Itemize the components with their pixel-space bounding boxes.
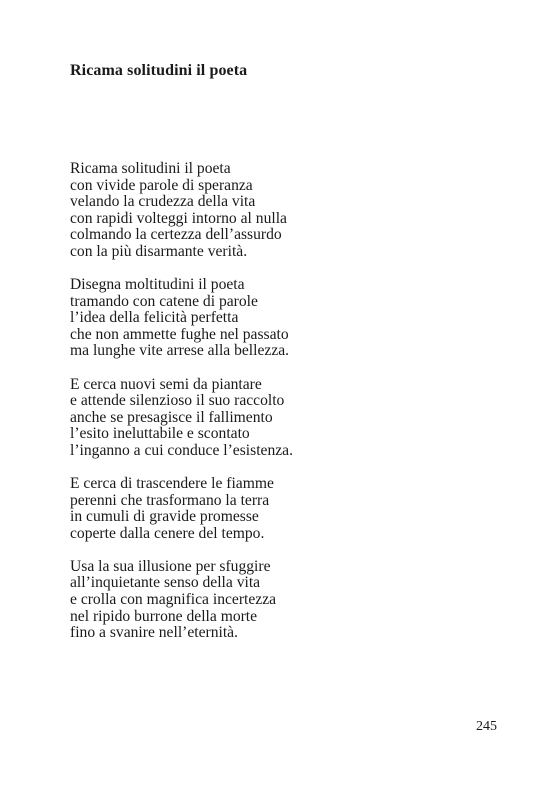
poem-line: l’idea della felicità perfetta bbox=[70, 309, 239, 327]
stanza bbox=[70, 161, 510, 261]
poem-line: con la più disarmante verità. bbox=[70, 242, 248, 260]
poem-line: E cerca di trascendere le fiamme bbox=[70, 475, 274, 492]
poem-line: E cerca nuovi semi da piantare bbox=[70, 375, 262, 393]
stanza bbox=[70, 559, 510, 642]
poem-line: l’esito ineluttabile e scontato bbox=[70, 425, 250, 443]
poem-line: e attende silenzioso il suo raccolto bbox=[70, 392, 285, 410]
poem-line: all’inquietante senso della vita bbox=[70, 574, 261, 592]
stanza bbox=[70, 377, 510, 460]
poem-line: Usa la sua illusione per sfuggire bbox=[70, 557, 271, 575]
poem-line: colmando la certezza dell’assurdo bbox=[70, 226, 282, 244]
poem-line: fino a svanire nell’eternità. bbox=[70, 624, 238, 642]
poem-title: Ricama solitudini il poeta bbox=[70, 62, 248, 79]
poem-line: velando la crudezza della vita bbox=[70, 193, 256, 211]
poem-line: ma lunghe vite arrese alla bellezza. bbox=[70, 342, 290, 360]
poem-line: e crolla con magnifica incertezza bbox=[70, 591, 277, 609]
poem-line: tramando con catene di parole bbox=[70, 292, 258, 310]
poem-line: Disegna moltitudini il poeta bbox=[70, 276, 245, 294]
poem-line: Ricama solitudini il poeta bbox=[70, 160, 231, 177]
poem-body bbox=[70, 161, 510, 658]
poem-line: coperte dalla cenere del tempo. bbox=[70, 524, 265, 542]
poem-line: con vivide parole di speranza bbox=[70, 176, 253, 194]
poem-line: l’inganno a cui conduce l’esistenza. bbox=[70, 441, 293, 459]
poem-line: che non ammette fughe nel passato bbox=[70, 325, 289, 343]
page-number: 245 bbox=[476, 719, 497, 734]
poem-line: in cumuli di gravide promesse bbox=[70, 508, 259, 526]
poem-line: anche se presagisce il fallimento bbox=[70, 408, 273, 426]
stanza bbox=[70, 277, 510, 360]
stanza bbox=[70, 476, 510, 542]
poem-line: nel ripido burrone della morte bbox=[70, 607, 258, 625]
poem-line: con rapidi volteggi intorno al nulla bbox=[70, 209, 287, 227]
poem-line: perenni che trasformano la terra bbox=[70, 491, 270, 509]
